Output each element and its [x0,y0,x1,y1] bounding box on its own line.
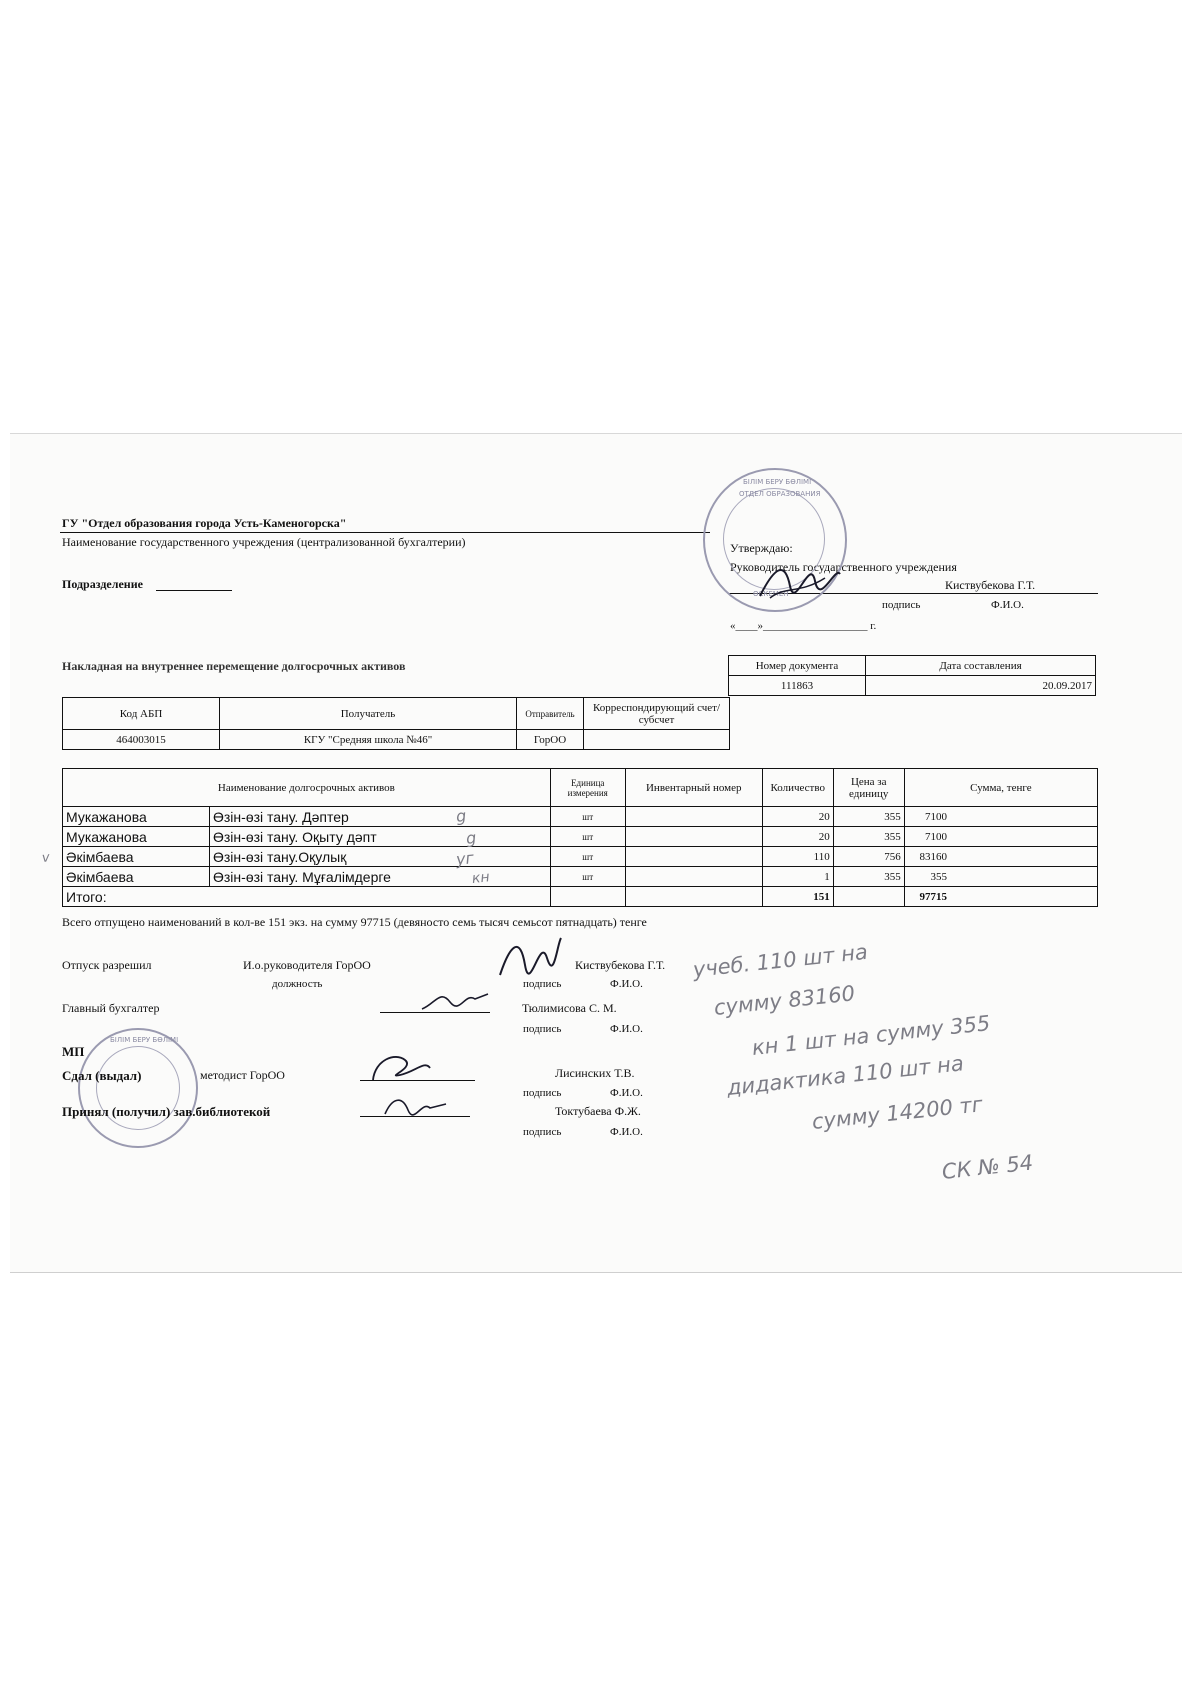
items-header-sum: Сумма, тенге [904,769,1097,807]
row-mark: g [465,827,478,848]
items-table [62,768,1098,907]
handed-name: Лисинских Т.В. [555,1066,635,1080]
position-caption: должность [272,978,323,990]
table-row [63,867,1098,887]
doc-meta-table [728,655,1096,696]
item-unit: шт [550,807,625,827]
item-inv [625,807,762,827]
item-sum: 355 [904,867,1097,887]
received-name: Токтубаева Ф.Ж. [555,1104,641,1118]
received-sign-caption: подпись [523,1126,562,1138]
route-header-account: Корреспондирующий счет/субсчет [584,698,730,730]
item-sum: 7100 [904,807,1097,827]
items-header-price: Цена за единицу [833,769,904,807]
chief-fio-caption: Ф.И.О. [610,1023,643,1035]
org-caption: Наименование государственного учреждения (централизованной бухгалтерии) [62,535,466,549]
total-unit-cell [550,887,625,907]
approval-stamp: БІЛІМ БЕРУ БӨЛІМІ ОТДЕЛ ОБРАЗОВАНИЯ ӨСКЕМЕН [703,468,847,612]
item-qty: 110 [762,847,833,867]
total-qty: 151 [762,887,833,907]
doc-number: 111863 [729,676,866,696]
handwritten-note-line: дидактика 110 шт на [725,1051,965,1100]
mp-label: МП [62,1044,85,1059]
release-role: И.о.руководителя ГорОО [243,958,371,972]
route-abp-code: 464003015 [63,730,220,750]
doc-number-label: Номер документа [729,656,866,676]
release-sign-caption: подпись [523,978,562,990]
handed-sign-caption: подпись [523,1087,562,1099]
release-name: Киствубекова Г.Т. [575,958,666,972]
item-price: 355 [833,827,904,847]
approve-signature [755,556,845,604]
row-mark: кн [471,869,491,887]
row-mark: уг [455,848,475,869]
item-unit: шт [550,867,625,887]
item-inv [625,847,762,867]
total-price-cell [833,887,904,907]
org-name-underline [60,532,710,533]
item-unit: шт [550,847,625,867]
chief-signature [420,984,490,1014]
table-row [63,827,1098,847]
invoice-title: Накладная на внутреннее перемещение долгосрочных активов [62,659,406,673]
total-sum: 97715 [904,887,1097,907]
received-fio-caption: Ф.И.О. [610,1126,643,1138]
chief-name: Тюлимисова С. М. [522,1001,617,1015]
doc-date: 20.09.2017 [866,676,1096,696]
received-label: Принял (получил) зав.библиотекой [62,1104,271,1119]
route-header-receiver: Получатель [220,698,517,730]
item-inv [625,867,762,887]
handwritten-note-line: СК № 54 [940,1150,1035,1184]
route-header-abp: Код АБП [63,698,220,730]
items-header-inv: Инвентарный номер [625,769,762,807]
items-header-qty: Количество [762,769,833,807]
table-row [63,807,1098,827]
approve-label: Утверждаю: [730,541,793,555]
handed-label: Сдал (выдал) [62,1068,142,1083]
left-tick: v [41,850,51,866]
handed-role: методист ГорОО [200,1068,285,1082]
handed-fio-caption: Ф.И.О. [610,1087,643,1099]
subdivision-label: Подразделение [62,577,143,591]
item-qty: 20 [762,807,833,827]
seal-stamp: БІЛІМ БЕРУ БӨЛІМІ [78,1028,198,1148]
item-inv [625,827,762,847]
item-author: Әкімбаева [63,847,210,867]
received-signature [380,1090,450,1120]
item-qty: 1 [762,867,833,887]
doc-date-label: Дата составления [866,656,1096,676]
chief-label: Главный бухгалтер [62,1001,160,1015]
release-fio-caption: Ф.И.О. [610,978,643,990]
item-unit: шт [550,827,625,847]
item-author: Мукажанова [63,807,210,827]
handwritten-note-line: кн 1 шт на сумму 355 [750,1011,992,1060]
items-header-name: Наименование долгосрочных активов [63,769,551,807]
item-name: Өзін-өзі тану.Оқулық [210,847,551,867]
approve-sign-caption: подпись [882,599,921,611]
handed-signature [365,1050,435,1085]
item-qty: 20 [762,827,833,847]
handwritten-note-line: сумму 14200 тг [810,1092,984,1134]
item-name: Өзін-өзі тану. Мұғалімдерге [210,867,551,887]
total-label: Итого: [63,887,551,907]
item-price: 355 [833,807,904,827]
subdivision-line [156,590,232,591]
route-receiver: КГУ "Средняя школа №46" [220,730,517,750]
route-sender: ГорОО [517,730,584,750]
handwritten-note-line: учеб. 110 шт на [691,939,869,982]
approve-role: Руководитель государственного учреждения [730,560,957,574]
item-sum: 83160 [904,847,1097,867]
total-row [63,887,1098,907]
route-table [62,697,730,750]
release-label: Отпуск разрешил [62,958,152,972]
item-author: Әкімбаева [63,867,210,887]
item-name: Өзін-өзі тану. Оқыту дәпт [210,827,551,847]
item-price: 756 [833,847,904,867]
row-mark: g [455,805,468,826]
item-sum: 7100 [904,827,1097,847]
approve-date-line: «____»___________________ г. [730,620,877,632]
chief-sign-caption: подпись [523,1023,562,1035]
org-name: ГУ "Отдел образования города Усть-Каменогорска" [62,516,347,530]
handwritten-note-line: сумму 83160 [712,981,857,1020]
route-header-sender: Отправитель [517,698,584,730]
table-row [63,847,1098,867]
item-price: 355 [833,867,904,887]
approve-fio-caption: Ф.И.О. [991,599,1024,611]
summary-line: Всего отпущено наименований в кол-ве 151 экз. на сумму 97715 (девяносто семь тысяч семьсот пятнадцать) тенге [62,915,647,929]
items-header-unit: Единица измерения [550,769,625,807]
release-signature [495,930,565,980]
item-author: Мукажанова [63,827,210,847]
route-account [584,730,730,750]
total-inv-cell [625,887,762,907]
item-name: Өзін-өзі тану. Дәптер [210,807,551,827]
approve-name: Киствубекова Г.Т. [945,578,1036,592]
